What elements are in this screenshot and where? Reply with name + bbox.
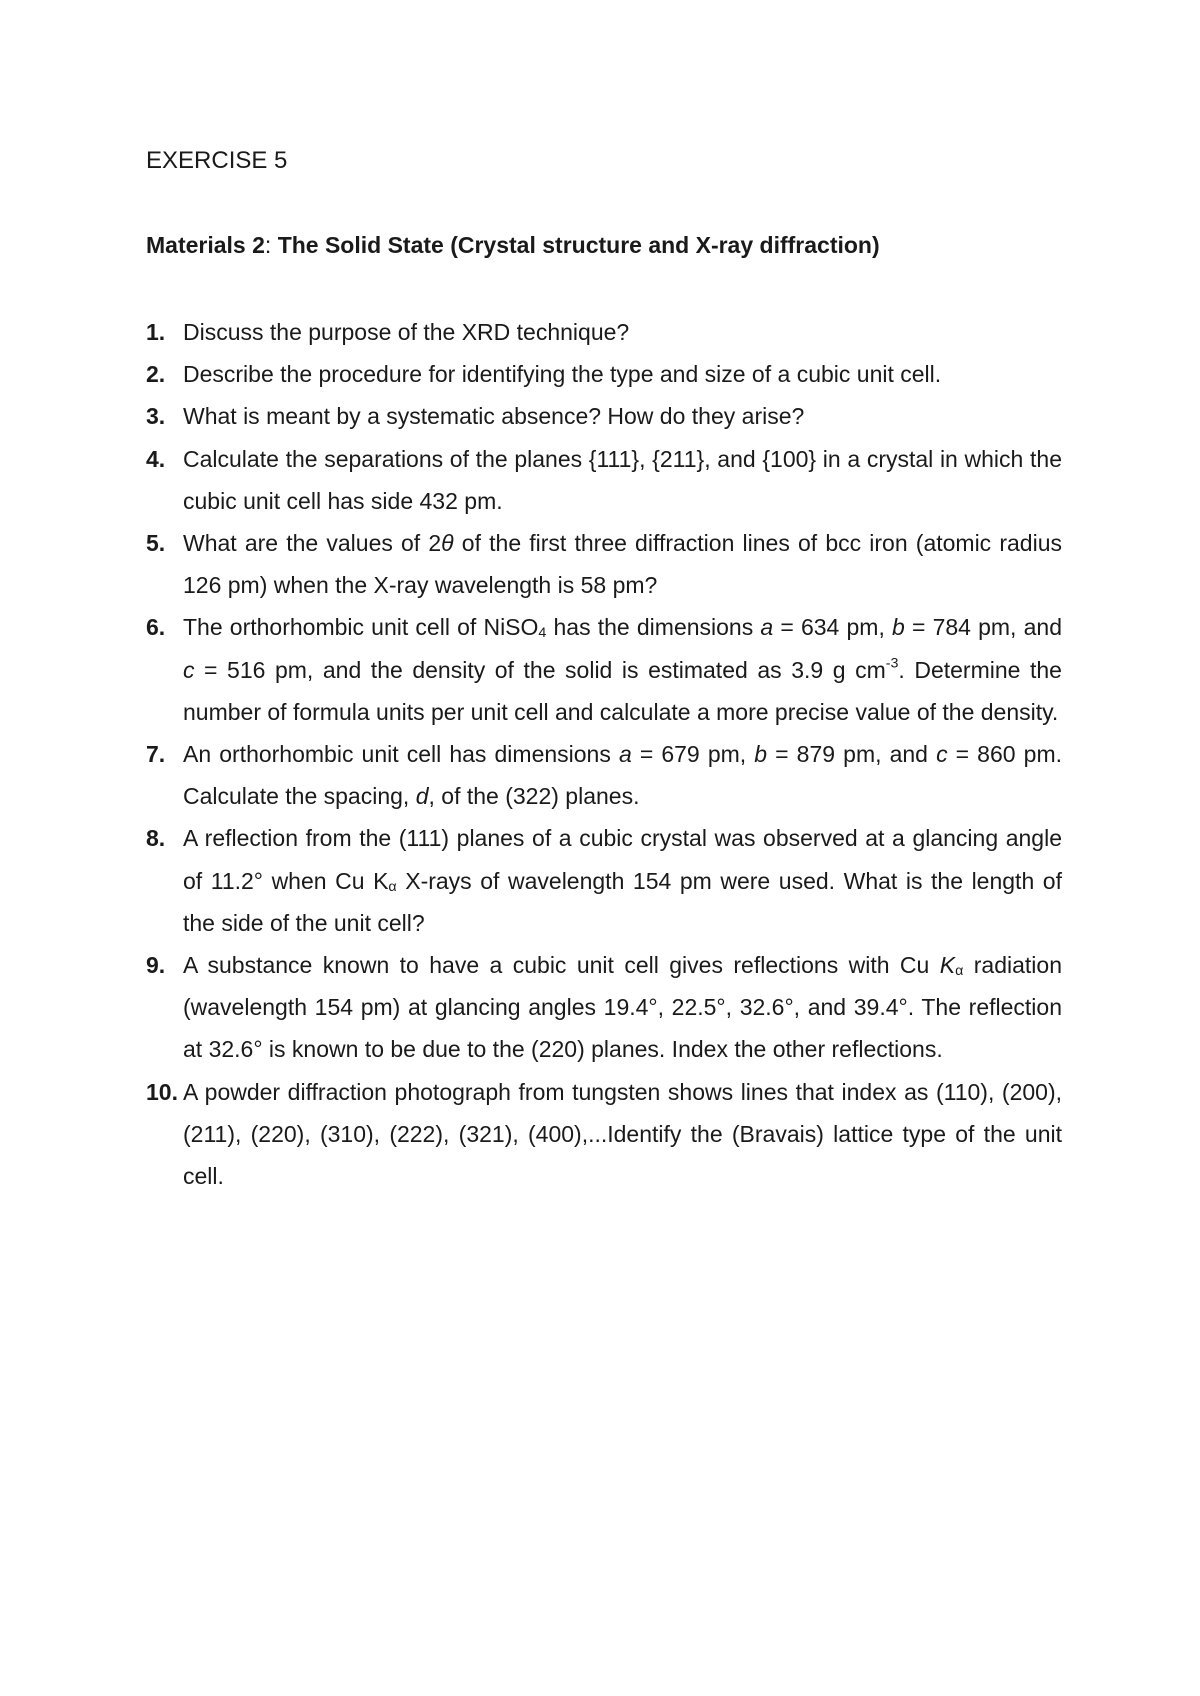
variable: a: [760, 614, 774, 641]
question-5: [146, 522, 1062, 606]
question-7: [146, 733, 1062, 817]
question-number: 9.: [146, 952, 166, 979]
question-number: 7.: [146, 741, 166, 768]
variable: a: [618, 741, 632, 768]
subtitle-course: Materials 2: [146, 232, 265, 258]
question-text: The orthorhombic unit cell of NiSO$_4$ has the dimensions a = 634 pm, b = 784 pm, and c = 516 pm, and the density of the solid is estimated as 3.9 g $cm^{-3}$. Determine the number of formula units per unit cell and calculate a more precise value of the density.: [183, 614, 1062, 725]
question-number: 3.: [146, 403, 166, 430]
question-text: What is meant by a systematic absence? How do they arise?: [183, 403, 805, 430]
variable: K: [939, 952, 956, 979]
question-3: [146, 395, 1062, 437]
question-1: [146, 311, 1062, 353]
question-4: [146, 438, 1062, 522]
question-number: 2.: [146, 361, 166, 388]
variable: c: [183, 656, 195, 683]
question-number: 6.: [146, 614, 166, 641]
question-text: A substance known to have a cubic unit cell gives reflections with Cu $K_\alpha$ radiation (wavelength 154 pm) at glancing angles 19.4°, 22.5°, 32.6°, and 39.4°. The reflection at 32.6° is known to be due to the (220) planes. Index the other reflections.: [183, 952, 1063, 1063]
theta-symbol: θ: [441, 530, 454, 557]
course-subtitle: [146, 230, 880, 260]
question-text: Calculate the separations of the planes {111}, {211}, and {100} in a crystal in which the cubic unit cell has side 432 pm.: [183, 445, 1062, 514]
variable: c: [936, 741, 948, 768]
question-number: 4.: [146, 445, 166, 472]
question-text: A powder diffraction photograph from tungsten shows lines that index as (110), (200), (211), (220), (310), (222), (321), (400),...Identify the (Bravais) lattice type of the unit cell.: [183, 1078, 1062, 1190]
variable: b: [892, 614, 905, 641]
question-text: Discuss the purpose of the XRD technique?: [183, 319, 630, 345]
question-8: [146, 817, 1062, 944]
question-text: An orthorhombic unit cell has dimensions a = 679 pm, b = 879 pm, and c = 860 pm. Calculate the spacing, d, of the (322) planes.: [183, 741, 1062, 810]
question-10: [146, 1071, 1062, 1198]
variable: d: [415, 783, 429, 810]
question-text: A reflection from the (111) planes of a cubic crystal was observed at a glancing angle of 11.2° when Cu $K_\alpha$ X-rays of wavelength 154 pm were used. What is the length of the side of the unit cell?: [183, 825, 1062, 936]
variable: b: [754, 741, 768, 768]
question-2: [146, 353, 1062, 395]
question-text: What are the values of 2θ of the first three diffraction lines of bcc iron (atomic radius 126 pm) when the X-ray wavelength is 58 pm?: [183, 530, 1062, 599]
question-6: [146, 606, 1062, 733]
exercise-title: EXERCISE 5: [146, 147, 288, 174]
subtitle-separator: :: [264, 232, 278, 258]
question-number: 10.: [146, 1078, 178, 1105]
subscript: α: [955, 963, 964, 980]
subtitle-topic: The Solid State (Crystal structure and X-ray diffraction): [277, 232, 880, 258]
question-list: [146, 311, 1062, 1197]
question-number: 5.: [146, 530, 166, 557]
question-number: 1.: [146, 319, 166, 345]
question-9: [146, 944, 1062, 1071]
question-number: 8.: [146, 825, 166, 852]
question-text: Describe the procedure for identifying the type and size of a cubic unit cell.: [183, 361, 942, 388]
superscript: -3: [885, 654, 899, 671]
subscript: α: [388, 878, 397, 895]
subscript: 4: [538, 625, 547, 642]
